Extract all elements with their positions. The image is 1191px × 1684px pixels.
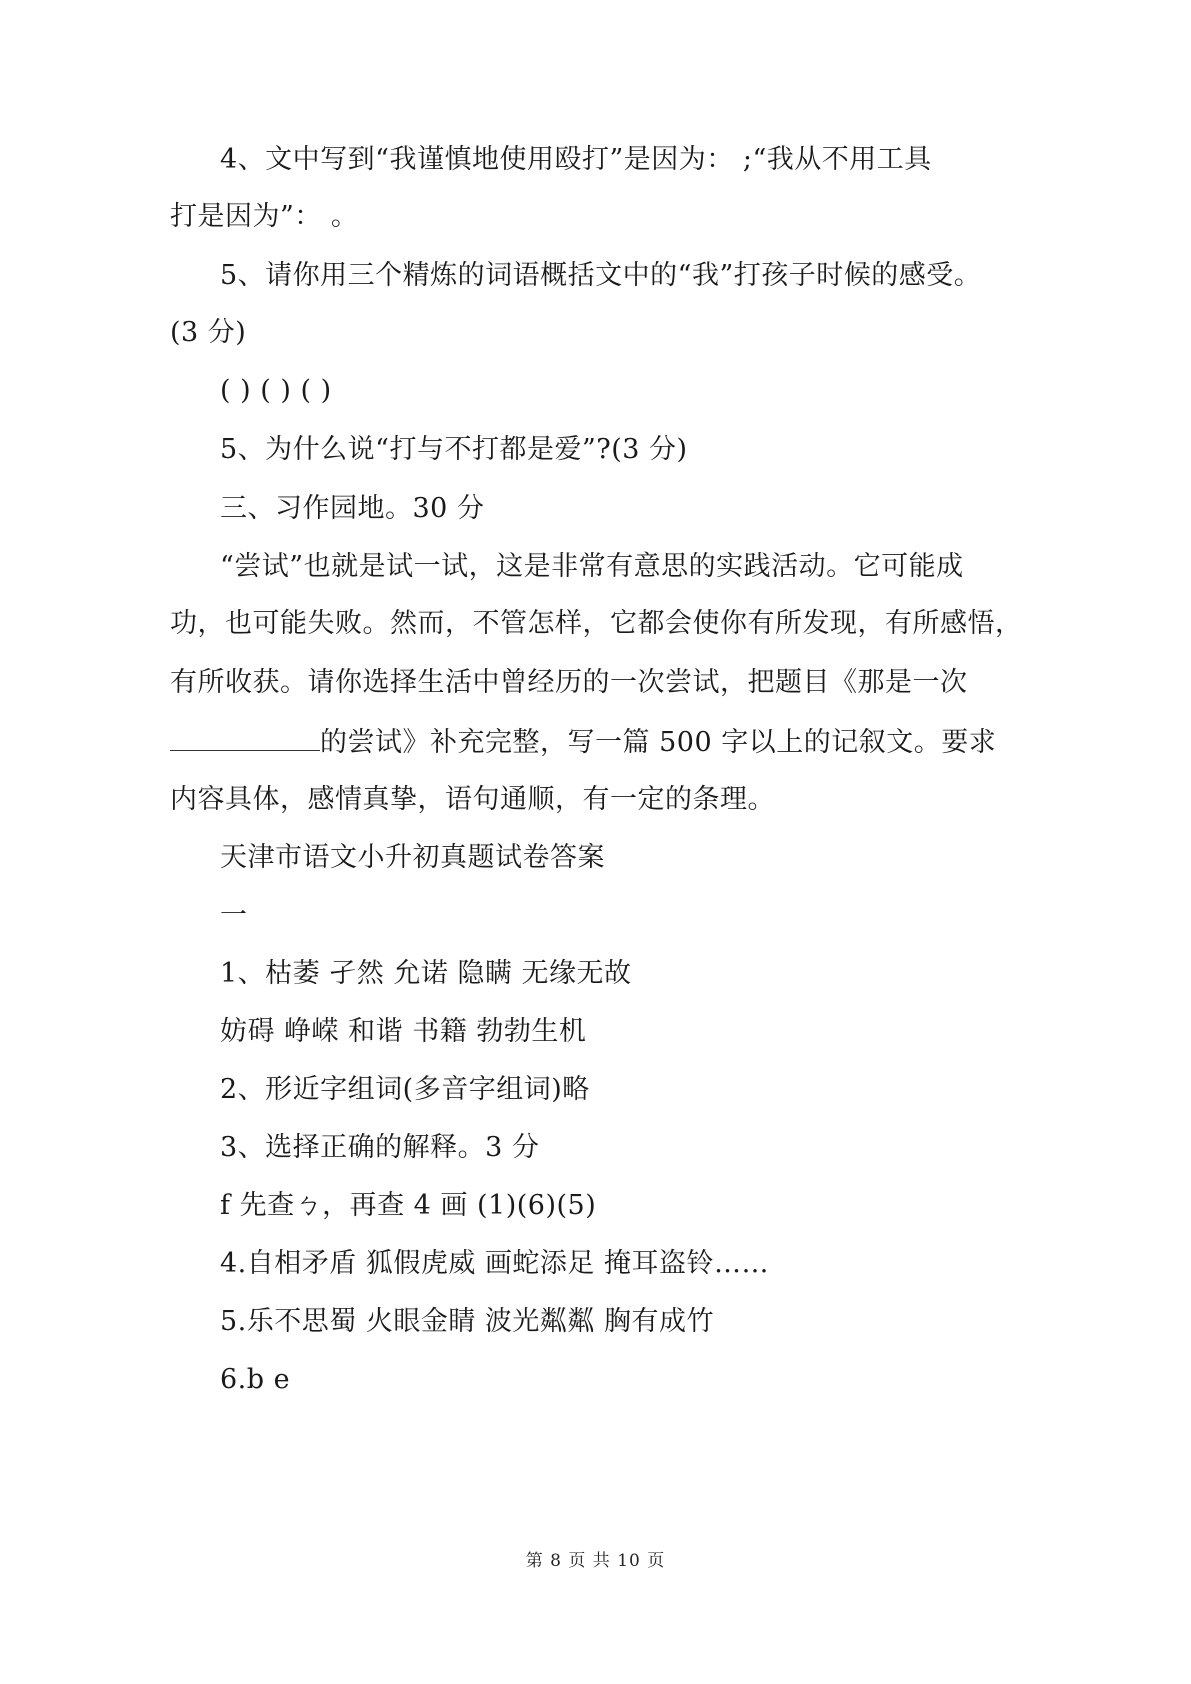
question-5-answer-brackets: ( ) ( ) ( )	[220, 375, 332, 406]
answer-5-line: 5.乐不思蜀 火眼金睛 波光粼粼 胸有成竹	[220, 1306, 715, 1337]
answer-3-line: 3、选择正确的解释。3 分	[220, 1132, 540, 1163]
essay-prompt-line-5: 内容具体，感情真挚，语句通顺，有一定的条理。	[170, 784, 775, 815]
essay-prompt-line-3: 有所收获。请你选择生活中曾经历的一次尝试，把题目《那是一次	[170, 667, 968, 698]
question-5-line-1: 5、请你用三个精炼的词语概括文中的“我”打孩子时候的感受。	[220, 260, 982, 291]
question-4-line-1: 4、文中写到“我谨慎地使用殴打”是因为： ;“我从不用工具	[220, 144, 932, 175]
answer-1-line-2: 妨碍 峥嵘 和谐 书籍 勃勃生机	[220, 1016, 587, 1047]
essay-prompt-line-2: 功，也可能失败。然而，不管怎样，它都会使你有所发现，有所感悟，	[170, 608, 1023, 639]
fill-in-blank	[170, 724, 320, 751]
question-4-line-2: 打是因为”： 。	[170, 201, 359, 232]
answer-6-line: 6.b e	[220, 1364, 291, 1395]
question-5-line-2: (3 分)	[170, 317, 247, 348]
answer-2-line: 2、形近字组词(多音字组词)略	[220, 1074, 590, 1105]
answer-3-detail-line: f 先查ㄅ，再查 4 画 (1)(6)(5)	[220, 1190, 597, 1221]
essay-prompt-line-4	[170, 724, 996, 761]
answer-1-line-1: 1、枯萎 孑然 允诺 隐瞒 无缘无故	[220, 958, 632, 989]
essay-prompt-line-4-text: 的尝试》补充完整，写一篇 500 字以上的记叙文。要求	[320, 727, 997, 758]
essay-prompt-line-1: “尝试”也就是试一试，这是非常有意思的实践活动。它可能成	[220, 551, 964, 582]
answer-section-1-heading: 一	[220, 900, 248, 931]
answer-key-title: 天津市语文小升初真题试卷答案	[220, 842, 605, 873]
page-number-footer: 第 8 页 共 10 页	[525, 1551, 666, 1571]
question-5b-line: 5、为什么说“打与不打都是爱”?(3 分)	[220, 434, 688, 465]
section-3-heading: 三、习作园地。30 分	[220, 493, 485, 524]
answer-4-line: 4.自相矛盾 狐假虎威 画蛇添足 掩耳盗铃……	[220, 1248, 770, 1279]
